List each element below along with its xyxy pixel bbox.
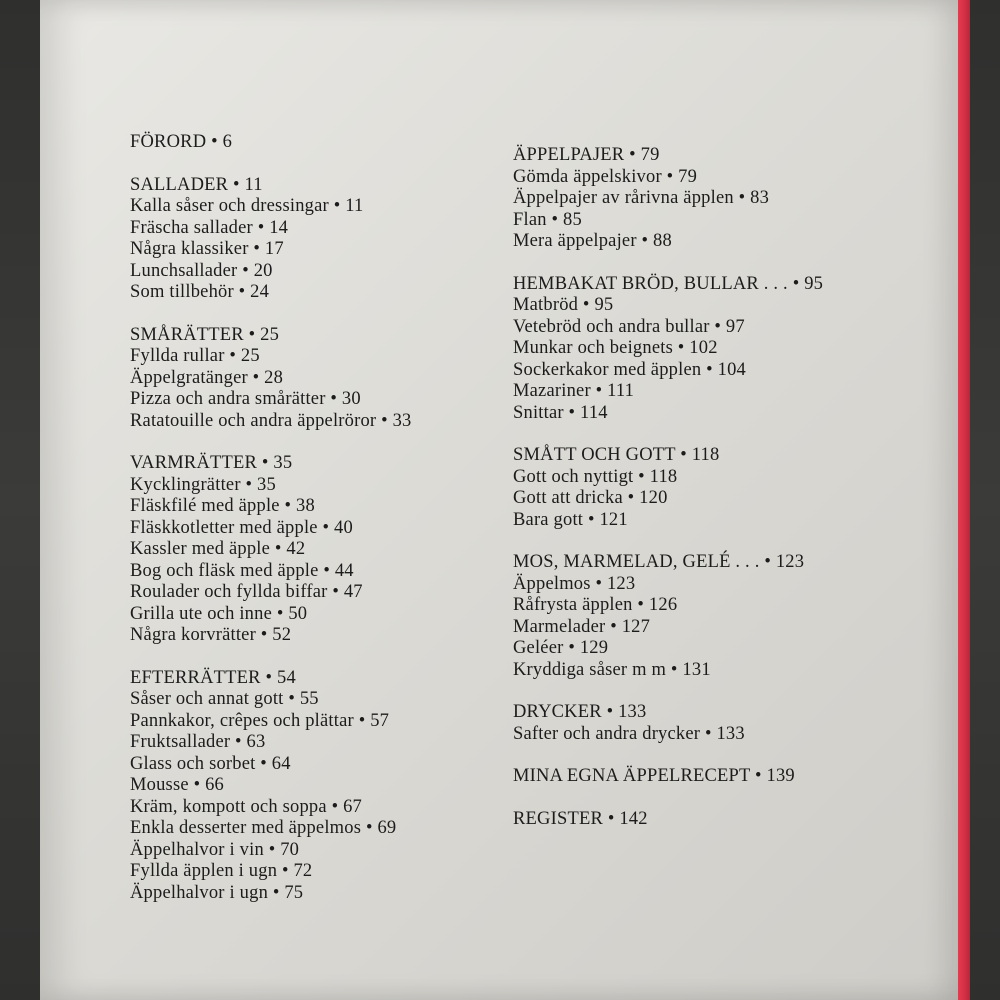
toc-right-column bbox=[513, 145, 823, 851]
toc-entry: Såser och annat gott • 55 bbox=[130, 689, 319, 709]
book-cover-edge bbox=[958, 0, 970, 1000]
toc-section bbox=[513, 145, 823, 253]
toc-section-heading: MOS, MARMELAD, GELÉ . . . • 123 bbox=[513, 552, 805, 572]
toc-entry: Äppelhalvor i vin • 70 bbox=[130, 839, 300, 860]
toc-entry: Gömda äppelskivor • 79 bbox=[513, 166, 698, 187]
toc-entry: Fläskkotletter med äpple • 40 bbox=[130, 517, 353, 538]
toc-entry: Gott och nyttigt • 118 bbox=[513, 466, 678, 487]
toc-entry: Mera äppelpajer • 88 bbox=[513, 231, 672, 251]
toc-entry: Äppelgratänger • 28 bbox=[130, 367, 284, 388]
toc-entry: Gott att dricka • 120 bbox=[513, 488, 668, 508]
toc-entry: Pannkakor, crêpes och plättar • 57 bbox=[130, 710, 390, 731]
toc-entry: Pizza och andra smårätter • 30 bbox=[130, 389, 361, 409]
toc-entry: Fläskfilé med äpple • 38 bbox=[130, 496, 315, 516]
toc-entry: Bog och fläsk med äpple • 44 bbox=[130, 560, 354, 581]
toc-entry: Matbröd • 95 bbox=[513, 295, 614, 315]
toc-section-heading: DRYCKER • 133 bbox=[513, 702, 647, 722]
toc-entry: Kalla såser och dressingar • 11 bbox=[130, 196, 364, 216]
toc-entry: Sockerkakor med äpplen • 104 bbox=[513, 359, 746, 380]
toc-section bbox=[513, 766, 823, 788]
toc-entry: Äppelhalvor i ugn • 75 bbox=[130, 882, 304, 903]
toc-section-heading: VARMRÄTTER • 35 bbox=[130, 453, 293, 473]
toc-entry: Enkla desserter med äppelmos • 69 bbox=[130, 818, 397, 838]
toc-entry: Flan • 85 bbox=[513, 209, 582, 230]
toc-entry: Grilla ute och inne • 50 bbox=[130, 603, 308, 624]
toc-entry: Fyllda äpplen i ugn • 72 bbox=[130, 861, 313, 881]
toc-entry: Fyllda rullar • 25 bbox=[130, 346, 260, 366]
toc-entry: Råfrysta äpplen • 126 bbox=[513, 595, 678, 615]
toc-entry: Äppelpajer av rårivna äpplen • 83 bbox=[513, 188, 770, 208]
toc-entry: Som tillbehör • 24 bbox=[130, 282, 270, 302]
toc-entry: Safter och andra drycker • 133 bbox=[513, 723, 745, 744]
toc-entry: Geléer • 129 bbox=[513, 638, 609, 658]
toc-section-heading: SALLADER • 11 bbox=[130, 174, 263, 195]
toc-entry: Roulader och fyllda biffar • 47 bbox=[130, 582, 363, 602]
toc-section bbox=[513, 552, 823, 681]
toc-section-heading: HEMBAKAT BRÖD, BULLAR . . . • 95 bbox=[513, 273, 824, 294]
toc-section bbox=[130, 668, 412, 905]
toc-section bbox=[513, 274, 823, 425]
toc-section-heading: SMÅTT OCH GOTT • 118 bbox=[513, 445, 720, 465]
toc-left-column bbox=[130, 132, 412, 925]
toc-entry: Fräscha sallader • 14 bbox=[130, 217, 289, 238]
book-page bbox=[40, 0, 958, 1000]
toc-section bbox=[130, 132, 412, 154]
toc-section bbox=[130, 453, 412, 647]
toc-entry: Snittar • 114 bbox=[513, 402, 608, 423]
toc-section bbox=[513, 445, 823, 531]
toc-section-heading: SMÅRÄTTER • 25 bbox=[130, 324, 280, 345]
toc-section-heading: REGISTER • 142 bbox=[513, 808, 648, 829]
toc-entry: Kryddiga såser m m • 131 bbox=[513, 659, 711, 680]
toc-section-heading: ÄPPELPAJER • 79 bbox=[513, 145, 660, 165]
toc-entry: Några klassiker • 17 bbox=[130, 239, 284, 259]
toc-section-heading: FÖRORD • 6 bbox=[130, 132, 233, 152]
toc-entry: Fruktsallader • 63 bbox=[130, 732, 266, 752]
toc-entry: Några korvrätter • 52 bbox=[130, 625, 292, 645]
toc-entry: Äppelmos • 123 bbox=[513, 573, 636, 594]
toc-entry: Vetebröd och andra bullar • 97 bbox=[513, 316, 745, 337]
toc-entry: Ratatouille och andra äppelröror • 33 bbox=[130, 410, 412, 431]
toc-entry: Lunchsallader • 20 bbox=[130, 260, 273, 281]
toc-section bbox=[130, 325, 412, 433]
toc-section bbox=[513, 809, 823, 831]
toc-entry: Marmelader • 127 bbox=[513, 616, 651, 637]
toc-entry: Kassler med äpple • 42 bbox=[130, 539, 306, 559]
toc-section-heading: EFTERRÄTTER • 54 bbox=[130, 667, 296, 688]
toc-section bbox=[513, 702, 823, 745]
toc-entry: Munkar och beignets • 102 bbox=[513, 338, 718, 358]
toc-entry: Mazariner • 111 bbox=[513, 381, 635, 401]
toc-entry: Mousse • 66 bbox=[130, 775, 224, 795]
toc-section-heading: MINA EGNA ÄPPELRECEPT • 139 bbox=[513, 766, 795, 786]
toc-section bbox=[130, 175, 412, 304]
toc-entry: Kräm, kompott och soppa • 67 bbox=[130, 796, 362, 817]
toc-entry: Bara gott • 121 bbox=[513, 509, 628, 530]
toc-entry: Kycklingrätter • 35 bbox=[130, 474, 276, 495]
toc-entry: Glass och sorbet • 64 bbox=[130, 753, 291, 774]
